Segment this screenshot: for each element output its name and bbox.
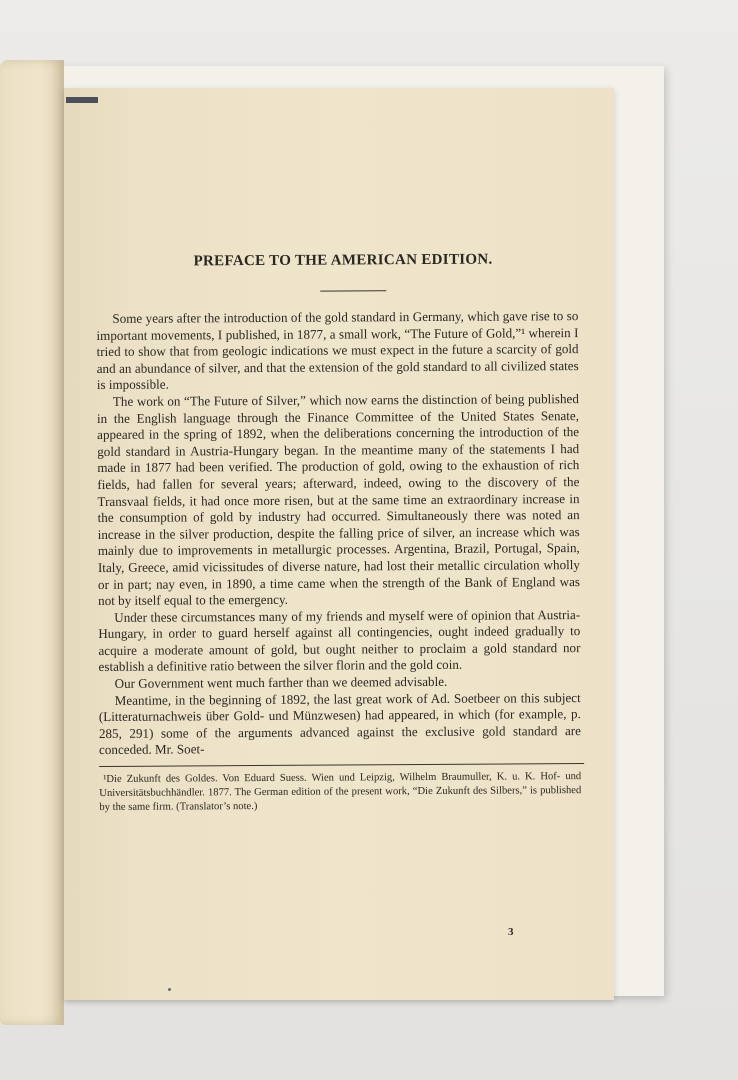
facing-page-edge bbox=[0, 60, 64, 1025]
footnote: ¹Die Zukunft des Goldes. Von Eduard Suess. Wien und Leipzig, Wilhelm Braumuller, K. u. K. Hof- und Universitätsbuchhändler. 1877. The German edition of the present work, “Die Zukunft des Silbers,” is published by the same firm. (Translator’s note.) bbox=[99, 771, 582, 814]
paragraph-2: The work on “The Future of Silver,” which now earns the distinction of being published in the English language through the Finance Committee of the United States Senate, appeared in the spring of 1892, when the deliberations concerning the introduction of the gold standard in Austria-Hungary began. In the meantime many of the statements I had made in 1877 had been verified. The production of gold, owing to the exhaustion of rich fields, had fallen for several years; afterward, indeed, owing to the discovery of the Transvaal fields, it had once more risen, but at the same time an extraordinary increase in the consumption of gold by industry had occurred. Simultaneously there was noted an increase in the silver production, despite the falling price of silver, an increase which was mainly due to improvements in metallurgic processes. Argentina, Brazil, Portugal, Spain, Italy, Greece, amid vicissitudes of diverse nature, had lost their metallic circulation wholly or in part; nay even, in 1890, a time came when the strength of the Bank of England was not by itself equal to the emergency. bbox=[96, 391, 581, 609]
title-rule bbox=[320, 290, 386, 291]
cover-strip bbox=[66, 97, 98, 103]
book-page bbox=[64, 88, 614, 1000]
surface-speck bbox=[168, 988, 171, 991]
paragraph-4: Our Government went much farther than we deemed advisable. bbox=[114, 673, 448, 691]
footnote-rule bbox=[99, 763, 584, 767]
page-text-block bbox=[96, 251, 581, 815]
paragraph-3: Under these circumstances many of my friends and myself were of opinion that Austria-Hungary, in order to guard herself against all contingencies, ought indeed gradually to acquire a moderate amount of gold, but ought neither to proclaim a gold standard nor establish a definitive ratio between the silver florin and the gold coin. bbox=[98, 606, 581, 675]
page-title: PREFACE TO THE AMERICAN EDITION. bbox=[193, 251, 493, 270]
paragraph-5: Meantime, in the beginning of 1892, the last great work of Ad. Soetbeer on this subject (Litteraturnachweis über Gold- und Münzwesen) had appeared, in which (for example, p. 285, 291) some of the arguments advanced against the exclusive gold standard are conceded. Mr. Soet- bbox=[98, 689, 581, 758]
paragraph-1: Some years after the introduction of the gold standard in Germany, which gave rise to so important movements, I published, in 1877, a small work, “The Future of Gold,”¹ wherein I tried to show that from geologic indications we must expect in the future a scarcity of gold and an abundance of silver, and that the extension of the gold standard to all civilized states is impossible. bbox=[96, 308, 579, 393]
page-number: 3 bbox=[508, 926, 514, 938]
